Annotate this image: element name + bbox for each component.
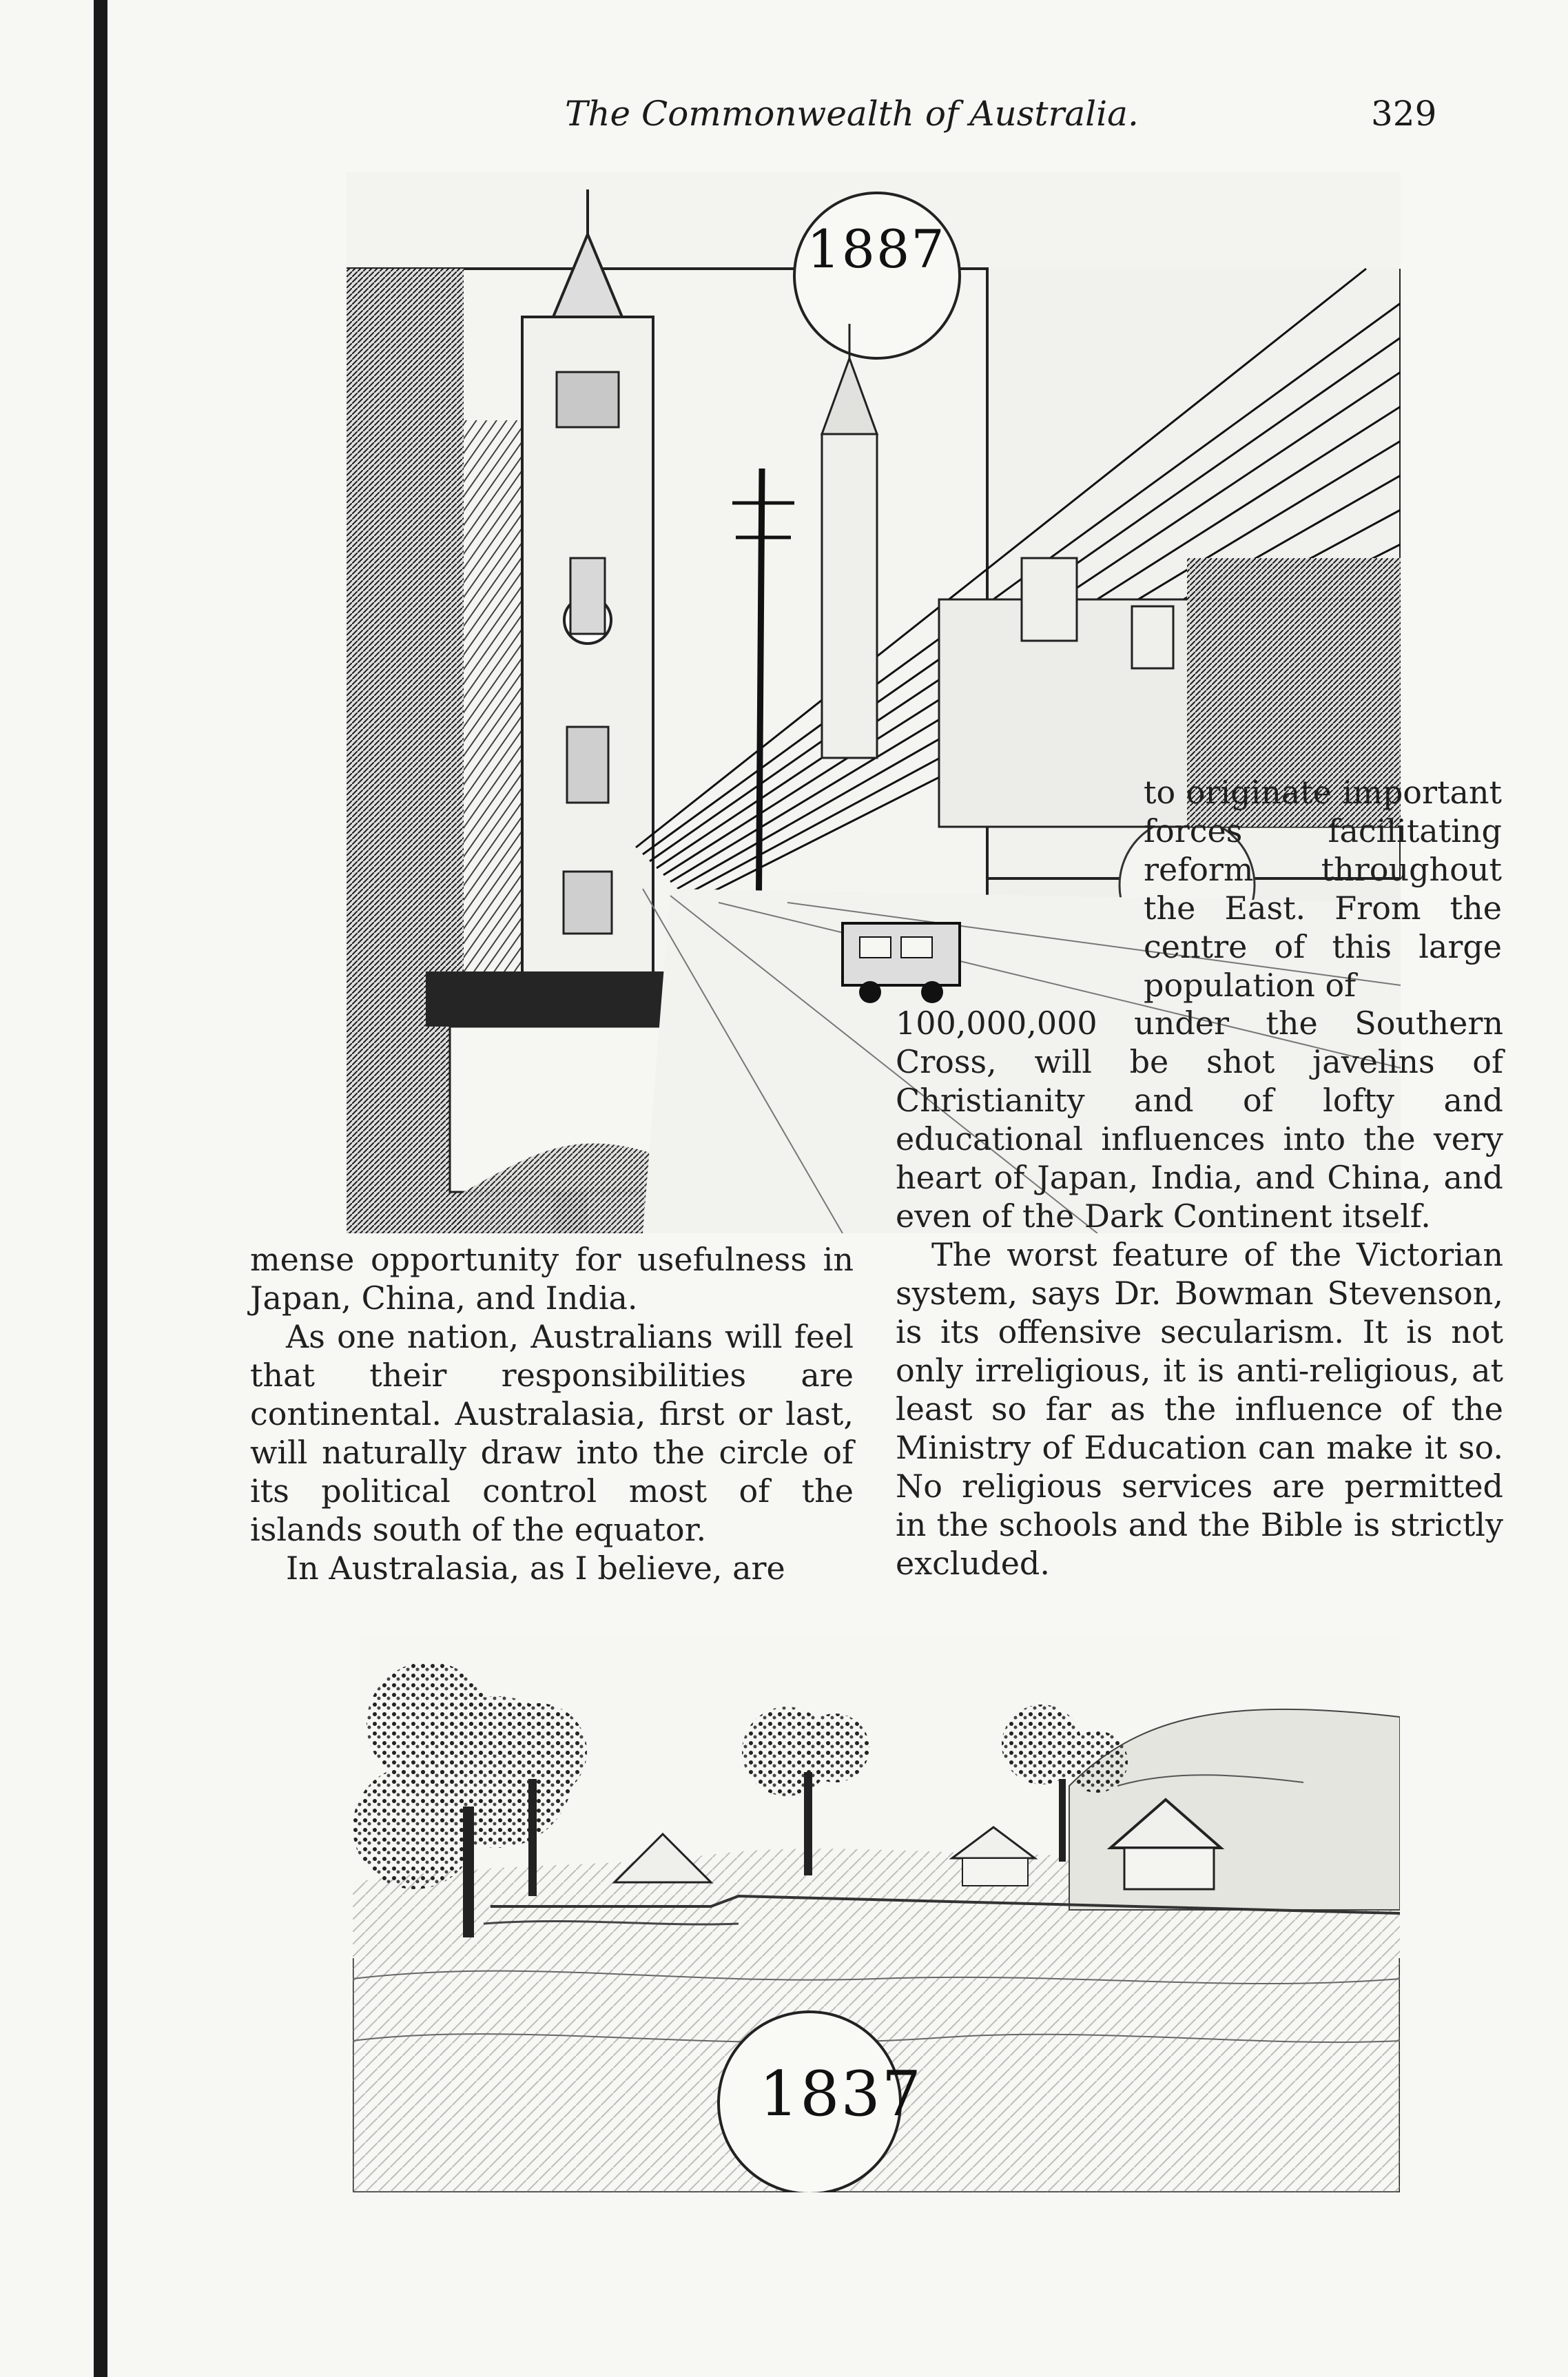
running-title: The Commonwealth of Australia. xyxy=(565,94,1139,134)
page-edge-shadow xyxy=(94,0,107,2377)
text-paragraph-left-3: In Australasia, as I believe, are xyxy=(286,1550,785,1587)
year-label-1887: 1887 xyxy=(807,218,946,280)
text-paragraph-left-2: As one nation, Australians will feel that their responsibilities are continental. Australasia, first or last, will naturally draw into the circle of its political control most of the islands south of the equator. xyxy=(250,1318,854,1548)
right-column-top-text xyxy=(1144,773,1502,1005)
text-paragraph-right-1: to originate important forces facilitating reform throughout the East. From the centre of this large population of xyxy=(1144,774,1502,1004)
right-column-text xyxy=(896,1004,1503,1583)
bottom-illustration-1837 xyxy=(353,1634,1400,2192)
text-paragraph-right-2: The worst feature of the Victorian system, says Dr. Bowman Stevenson, is its offensive secularism. It is not only irreligious, it is anti-religious, at least so far as the influence of the Ministry of Education can make it so. No religious services are permitted in the schools and the Bible is strictly excluded. xyxy=(896,1236,1503,1582)
page-number: 329 xyxy=(1371,94,1437,134)
year-label-1837: 1837 xyxy=(759,2058,923,2130)
text-paragraph-right-continuation: 100,000,000 under the Southern Cross, will be shot javelins of Christianity and of lofty and educational influences into the very heart of Japan, India, and China, and even of the Dark Continent itself. xyxy=(896,1005,1503,1235)
text-paragraph-left-continuation: mense opportunity for usefulness in Japan, China, and India. xyxy=(250,1241,854,1317)
left-column-text xyxy=(250,1240,854,1587)
page-header xyxy=(0,81,1568,150)
